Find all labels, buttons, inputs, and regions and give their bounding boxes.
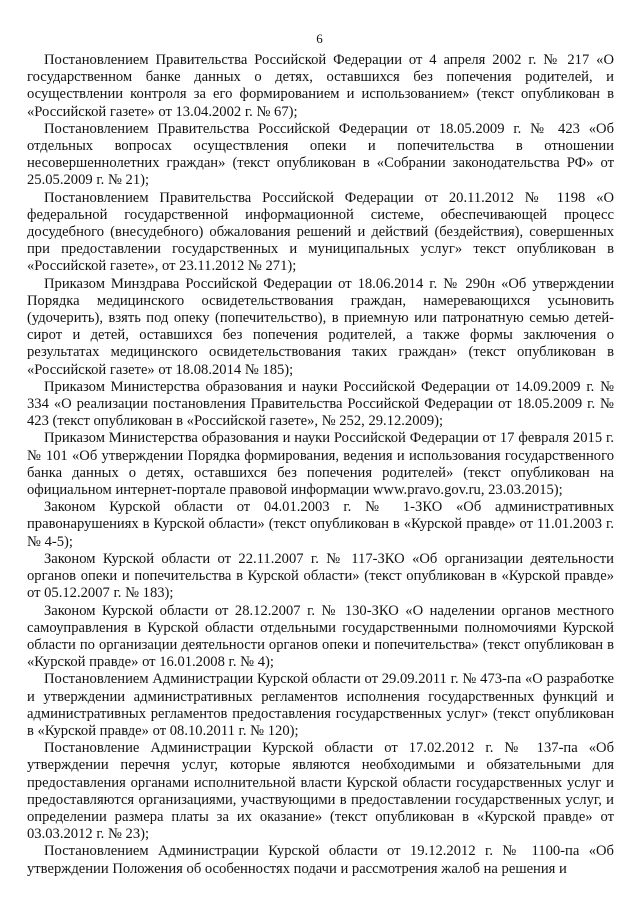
- paragraph-decree-423: Постановлением Правительства Российской Федерации от 18.05.2009 г. № 423 «Об отдельных вопросах осуществления опеки и попечительства в отношении несовершеннолетних граждан» (текст опубликован в «Собрании законодательства РФ» от 25.05.2009 г. № 21);: [27, 120, 614, 189]
- paragraph-law-1-zko: Законом Курской области от 04.01.2003 г. № 1-ЗКО «Об административных правонарушениях в Курской области» (текст опубликован в «Курской правде» от 11.01.2003 г. № 4-5);: [27, 499, 614, 550]
- document-body: [27, 52, 614, 878]
- paragraph-decree-217: Постановлением Правительства Российской Федерации от 4 апреля 2002 г. № 217 «О государственном банке данных о детях, оставшихся без попечения родителей, и осуществлении контроля за его формированием и использованием» (текст опубликован в «Российской газете» от 13.04.2002 г. № 67);: [27, 52, 614, 120]
- paragraph-resolution-137: Постановление Администрации Курской области от 17.02.2012 г. № 137-па «Об утверждении перечня услуг, которые являются необходимыми и обязательными для предоставления органами исполнительной власти Курской области государственных услуг и предоставляются организациями, участвующими в предоставлении государственных услуг, и определении размера платы за их оказание» (текст опубликован в «Курской правде» от 03.03.2012 г. № 23);: [27, 740, 614, 843]
- paragraph-law-117-zko: Законом Курской области от 22.11.2007 г. № 117-ЗКО «Об организации деятельности органов опеки и попечительства в Курской области» (текст опубликован в «Курской правде» от 05.12.2007 г. № 183);: [27, 550, 614, 602]
- paragraph-order-101: Приказом Министерства образования и науки Российской Федерации от 17 февраля 2015 г. № 101 «Об утверждении Порядка формирования, ведения и использования государственного банка данных о детях, оставшихся без попечения родителей» (текст опубликован на официальном интернет-портале правовой информации www.pravo.gov.ru, 23.03.2015);: [27, 430, 614, 499]
- paragraph-resolution-1100: Постановлением Администрации Курской области от 19.12.2012 г. № 1100-па «Об утверждении Положения об особенностях подачи и рассмотрения жалоб на решения и: [27, 843, 614, 877]
- paragraph-order-334: Приказом Министерства образования и науки Российской Федерации от 14.09.2009 г. № 334 «О реализации постановления Правительства Российской Федерации от 18.05.2009 г. № 423 (текст опубликован в «Российской газете», № 252, 29.12.2009);: [27, 378, 614, 430]
- paragraph-law-130-zko: Законом Курской области от 28.12.2007 г. № 130-ЗКО «О наделении органов местного самоуправления в Курской области отдельными государственными полномочиями Курской области по организации деятельности органов опеки и попечительства» (текст опубликован в «Курской правде» от 16.01.2008 г. № 4);: [27, 602, 614, 671]
- paragraph-resolution-473: Постановлением Администрации Курской области от 29.09.2011 г. № 473-па «О разработке и утверждении административных регламентов исполнения государственных функций и административных регламентов предоставления государственных услуг» (текст опубликован в «Курской правде» от 08.10.2011 г. № 120);: [27, 671, 614, 739]
- paragraph-order-290n: Приказом Минздрава Российской Федерации от 18.06.2014 г. № 290н «Об утверждении Порядка медицинского освидетельствования граждан, намеревающихся усыновить (удочерить), взять под опеку (попечительство), в приемную или патронатную семью детей-сирот и детей, оставшихся без попечения родителей, а также формы заключения о результатах медицинского освидетельствования таких граждан» (текст опубликован в «Российской газете» от 18.08.2014 № 185);: [27, 275, 614, 378]
- page-number: 6: [316, 31, 323, 46]
- paragraph-decree-1198: Постановлением Правительства Российской Федерации от 20.11.2012 № 1198 «О федеральной государственной информационной системе, обеспечивающей процесс досудебного (внесудебного) обжалования решений и действий (бездействия), совершенных при предоставлении государственных и муниципальных услуг» текст опубликован в «Российской газете», от 23.11.2012 № 271);: [27, 189, 614, 275]
